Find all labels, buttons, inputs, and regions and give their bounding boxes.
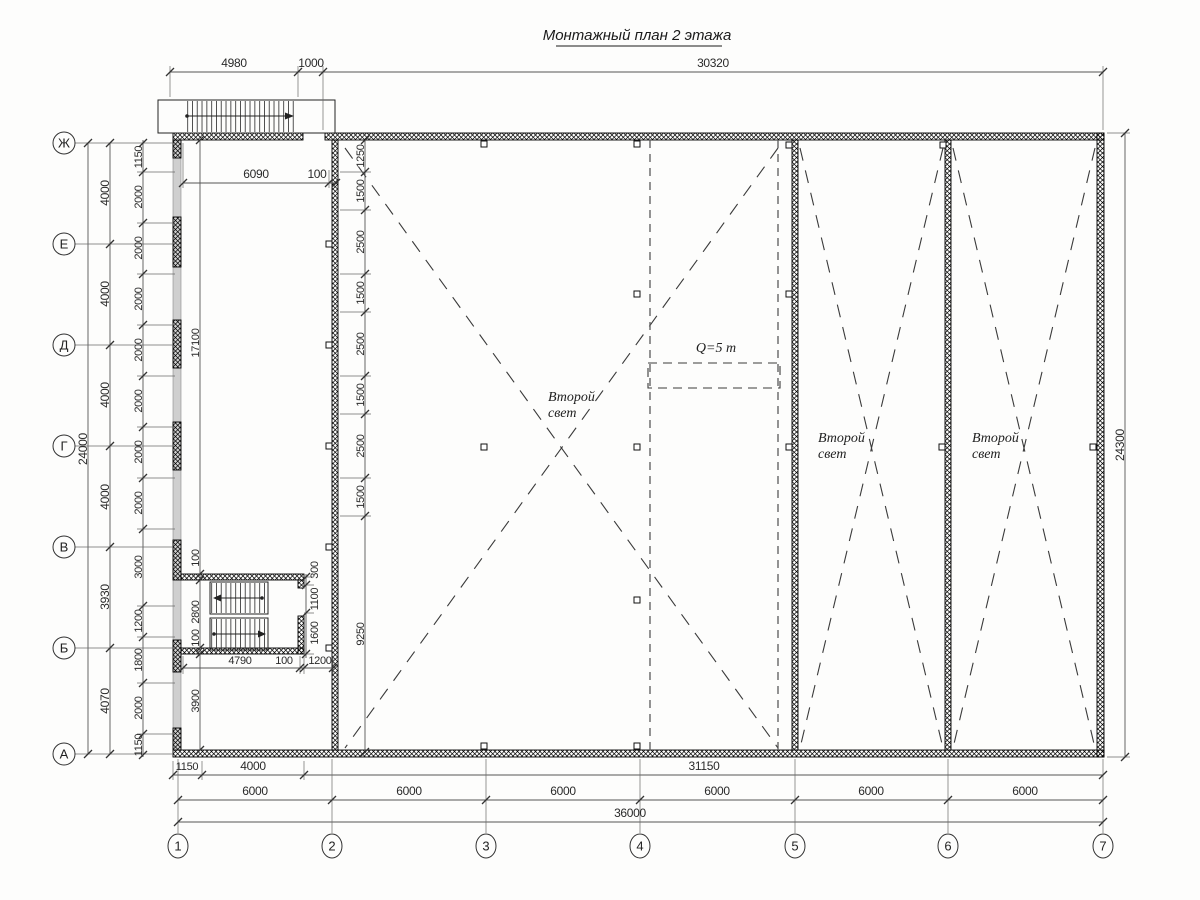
dimension-lines	[88, 72, 1125, 822]
left-wall-pier	[173, 140, 181, 158]
dim-bottom-row1: 1150	[175, 761, 199, 773]
top-wall-left	[173, 133, 303, 140]
column-marker	[634, 291, 640, 297]
column-marker	[326, 241, 332, 247]
dim-axis2-chain: 1250	[355, 144, 367, 168]
dim-axis2-chain: 9250	[355, 622, 367, 646]
dim-right-overall: 24300	[1113, 429, 1127, 461]
dim-bay: 6000	[550, 784, 576, 798]
dim-stair-width: 4980	[221, 56, 247, 70]
dim-left-inner: 17100	[190, 328, 202, 358]
dim-left-chain: 2000	[133, 696, 145, 720]
dim-left-inner: 100	[190, 629, 202, 647]
dim-stair-right: 1600	[309, 621, 321, 645]
dim-left-chain: 1800	[133, 648, 145, 672]
dim-left-chain: 1150	[133, 145, 145, 169]
axis-row-label: Д	[59, 337, 69, 353]
left-wall-pier	[173, 728, 181, 750]
dim-axis-spacing: 4000	[98, 484, 112, 510]
dim-axis2-chain: 1500	[355, 281, 367, 305]
second-light-label: свет	[548, 406, 577, 421]
column-marker	[634, 141, 640, 147]
row-axis-markers	[53, 132, 75, 765]
column-axis-markers	[168, 834, 1113, 858]
stair-upper-direction-start	[260, 596, 264, 600]
dim-left-chain: 1200	[133, 609, 145, 633]
left-wall-pier	[173, 217, 181, 267]
axis-col-label: 4	[636, 838, 644, 854]
axis6-wall	[945, 140, 951, 750]
column-marker	[326, 645, 332, 651]
stair-direction-start	[185, 114, 189, 118]
dim-stair-bottom: 4790	[228, 655, 252, 667]
dim-axis2-chain: 1500	[355, 179, 367, 203]
column-marker	[326, 544, 332, 550]
left-wall-pier	[173, 422, 181, 470]
column-marker	[326, 443, 332, 449]
axis-col-label: 1	[174, 838, 182, 854]
axis-row-label: Б	[59, 640, 69, 656]
dim-axis-spacing: 3930	[98, 584, 112, 610]
left-wall-pier	[173, 320, 181, 368]
dim-bottom-row1: 31150	[688, 759, 720, 773]
dim-axis2-chain: 1500	[355, 485, 367, 509]
dim-axis-spacing: 4000	[98, 382, 112, 408]
dim-axis2-chain: 2500	[355, 230, 367, 254]
axis-row-label: Е	[59, 236, 69, 252]
dim-top-overall: 30320	[697, 56, 729, 70]
dim-axis2-chain: 2500	[355, 434, 367, 458]
column-marker	[481, 141, 487, 147]
bottom-wall	[173, 750, 1104, 757]
dim-axis2-chain: 1500	[355, 383, 367, 407]
right-wall	[1097, 133, 1104, 757]
axis-col-label: 7	[1099, 838, 1107, 854]
second-light-label: Второй	[548, 390, 595, 405]
axis-row-label: А	[59, 746, 69, 762]
dim-left-chain: 2000	[133, 491, 145, 515]
left-wall-pier	[173, 540, 181, 580]
top-wall-right	[325, 133, 1104, 140]
axis-col-label: 6	[944, 838, 952, 854]
dim-left-inner: 3900	[190, 689, 202, 713]
left-wall-pier	[173, 640, 181, 672]
axis-col-label: 3	[482, 838, 490, 854]
second-light-label: Второй	[818, 431, 865, 446]
dim-bay: 6000	[1012, 784, 1038, 798]
dim-stair-right: 300	[309, 561, 321, 579]
dim-left-chain: 3000	[133, 555, 145, 579]
crane-capacity-label: Q=5 т	[695, 341, 737, 356]
dim-stair-landing: 1000	[298, 56, 324, 70]
dim-bay: 6000	[704, 784, 730, 798]
column-marker	[940, 142, 946, 148]
stair-enclosure-right-stub	[298, 580, 304, 588]
column-marker	[786, 142, 792, 148]
column-marker	[939, 444, 945, 450]
column-marker	[634, 597, 640, 603]
dim-left-overall: 24000	[76, 433, 90, 465]
dim-stair-bottom: 1200	[308, 655, 332, 667]
second-light-label: свет	[972, 447, 1001, 462]
dim-axis-spacing: 4000	[98, 281, 112, 307]
dim-bay: 6000	[242, 784, 268, 798]
dim-top-inner: 6090	[243, 167, 269, 181]
dim-left-chain: 1150	[133, 733, 145, 757]
axis5-wall	[792, 140, 798, 750]
dim-bottom-row1: 4000	[240, 759, 266, 773]
dim-left-chain: 2000	[133, 236, 145, 260]
drawing-title: Монтажный план 2 этажа	[542, 27, 732, 44]
column-marker	[481, 743, 487, 749]
axis-col-label: 5	[791, 838, 799, 854]
dim-left-inner: 100	[190, 549, 202, 567]
second-light-label: Второй	[972, 431, 1019, 446]
crane-bridge	[648, 363, 780, 388]
dim-stair-right: 1100	[309, 587, 321, 611]
column-marker	[786, 444, 792, 450]
dim-left-chain: 2000	[133, 440, 145, 464]
dim-top-inner: 100	[307, 167, 327, 181]
dim-axis2-chain: 2500	[355, 332, 367, 356]
dim-left-inner: 2800	[190, 600, 202, 624]
external-stair	[158, 100, 335, 133]
dim-bay: 6000	[396, 784, 422, 798]
dim-left-chain: 2000	[133, 338, 145, 362]
column-marker	[481, 444, 487, 450]
column-marker	[326, 342, 332, 348]
axis-row-label: Г	[60, 438, 68, 454]
dim-bottom-overall: 36000	[614, 806, 646, 820]
axis-row-label: Ж	[57, 135, 71, 151]
dim-bay: 6000	[858, 784, 884, 798]
column-marker	[786, 291, 792, 297]
stair-lower-direction-start	[212, 632, 216, 636]
dim-left-chain: 2000	[133, 287, 145, 311]
title-block	[543, 27, 732, 46]
second-light-label: свет	[818, 447, 847, 462]
column-marker	[634, 444, 640, 450]
column-marker	[634, 743, 640, 749]
dim-left-chain: 2000	[133, 389, 145, 413]
column-marker	[1090, 444, 1096, 450]
dimension-labels	[76, 56, 1127, 820]
dim-left-chain: 2000	[133, 185, 145, 209]
axis-col-label: 2	[328, 838, 336, 854]
dim-axis-spacing: 4000	[98, 180, 112, 206]
dim-stair-bottom: 100	[275, 655, 293, 667]
dim-axis-spacing: 4070	[98, 688, 112, 714]
axis-row-label: В	[59, 539, 69, 555]
